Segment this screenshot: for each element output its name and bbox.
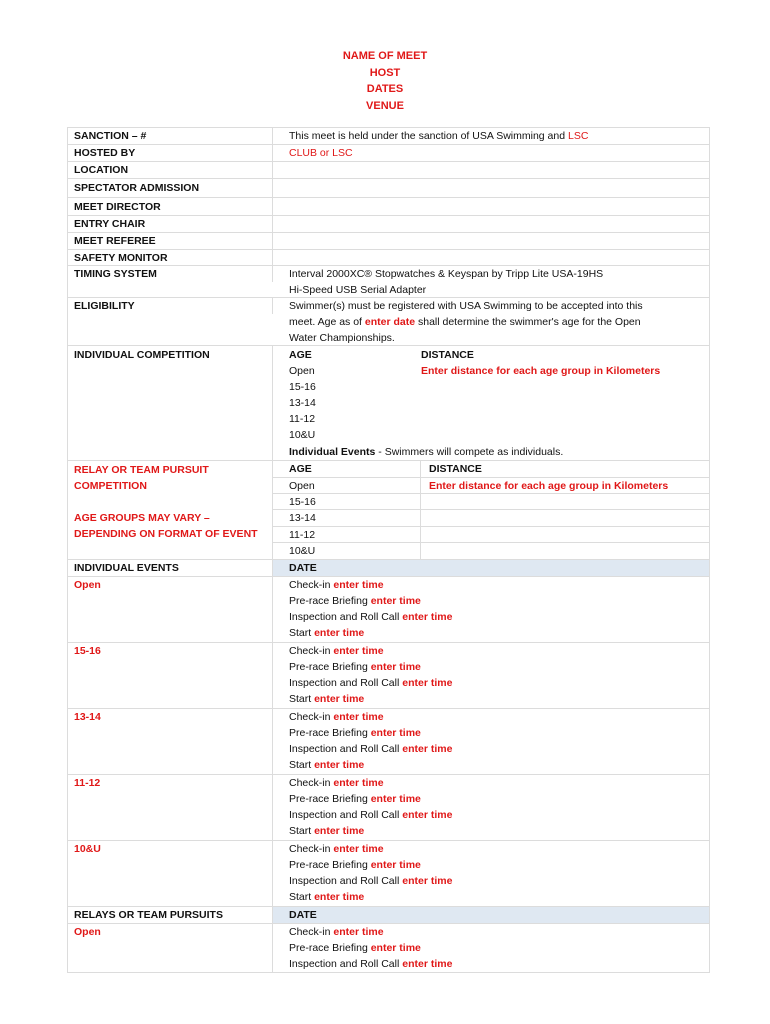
row-label-entry-chair: ENTRY CHAIR [68, 216, 273, 233]
schedule-block: Check-in enter time Pre-race Briefing enter time Inspection and Roll Call enter time Start enter time [273, 775, 710, 840]
table-row [68, 266, 710, 298]
age-header: AGE [289, 463, 312, 475]
meet-venue: VENUE [366, 99, 404, 112]
table-row [68, 179, 710, 198]
age-15-16: 15-16 [289, 496, 316, 508]
age-header: AGE [289, 349, 312, 361]
row-label-sanction: SANCTION – # [68, 128, 273, 144]
row-label-individual-competition: INDIVIDUAL COMPETITION [74, 349, 210, 361]
row-label-meet-director: MEET DIRECTOR [68, 198, 273, 216]
meet-referee-value [273, 233, 710, 249]
spectator-value [273, 179, 710, 197]
schedule-block: Check-in enter time Pre-race Briefing enter time Inspection and Roll Call enter time Start enter time [273, 643, 710, 708]
table-row [68, 577, 710, 643]
distance-prompt: Enter distance for each age group in Kilometers [421, 365, 661, 377]
schedule-block: Check-in enter time Pre-race Briefing enter time Inspection and Roll Call enter time Start enter time [273, 577, 710, 642]
row-label-spectator: SPECTATOR ADMISSION [68, 179, 273, 198]
distance-prompt: Enter distance for each age group in Kilometers [429, 480, 669, 492]
individual-competition-table [273, 346, 710, 460]
row-label-safety-monitor: SAFETY MONITOR [68, 250, 273, 266]
row-label-relay: RELAY OR TEAM PURSUIT [74, 464, 209, 476]
table-row [68, 216, 710, 233]
hosted-by-value: CLUB or LSC [273, 145, 710, 161]
group-label: Open [74, 926, 101, 938]
schedule-block: Check-in enter time Pre-race Briefing enter time Inspection and Roll Call enter time Start enter time [273, 709, 710, 774]
meet-name: NAME OF MEET [342, 50, 428, 62]
age-10-under: 10&U [289, 545, 316, 557]
meet-host: HOST [369, 66, 401, 79]
meet-header [0, 48, 770, 114]
meet-director-value [273, 198, 710, 215]
group-label: 10&U [74, 843, 101, 855]
row-label-meet-referee: MEET REFEREE [68, 233, 273, 250]
table-row [68, 162, 710, 179]
age-13-14: 13-14 [289, 512, 316, 524]
safety-monitor-value [273, 250, 710, 265]
schedule-block: Check-in enter time Pre-race Briefing enter time Inspection and Roll Call enter time Start enter time [273, 841, 710, 906]
group-label: 15-16 [74, 645, 101, 657]
individual-note: Individual Events - Swimmers will compete as individuals. [289, 446, 564, 458]
table-row [68, 128, 710, 145]
table-row [68, 298, 710, 346]
row-label-individual-events: INDIVIDUAL EVENTS [68, 560, 273, 576]
table-row: RELAY OR TEAM PURSUIT COMPETITION AGE GROUPS MAY VARY – DEPENDING ON FORMAT OF EVENT AGE DISTANCE Open Enter distance for each age group in Kilometers 15-16 13-14 11-12 10&U [68, 461, 710, 560]
row-label-timing-system: TIMING SYSTEM [68, 266, 273, 282]
enter-date-placeholder: enter date [364, 316, 416, 328]
sanction-text: This meet is held under the sanction of USA Swimming and LSC [273, 128, 710, 144]
table-row [68, 233, 710, 250]
location-value [273, 162, 710, 178]
age-10-under: 10&U [289, 429, 316, 441]
column-divider [420, 461, 421, 559]
table-row [68, 643, 710, 709]
table-row [68, 709, 710, 775]
group-label: 13-14 [74, 711, 101, 723]
table-row [68, 924, 710, 973]
group-label: Open [74, 579, 101, 591]
distance-header: DISTANCE [429, 463, 482, 475]
date-header: DATE [273, 907, 710, 923]
meet-info-table [67, 127, 710, 973]
row-label-location: LOCATION [68, 162, 273, 178]
age-11-12: 11-12 [289, 529, 316, 541]
row-label-hosted-by: HOSTED BY [68, 145, 273, 161]
age-11-12: 11-12 [289, 413, 316, 425]
schedule-block: Check-in enter time Pre-race Briefing enter time Inspection and Roll Call enter time [273, 924, 710, 972]
row-label-relays: RELAYS OR TEAM PURSUITS [68, 907, 273, 923]
age-groups-note: AGE GROUPS MAY VARY – [74, 512, 210, 524]
table-row [68, 250, 710, 266]
meet-dates: DATES [366, 83, 404, 95]
distance-header: DISTANCE [421, 349, 474, 361]
table-row [68, 346, 710, 461]
age-open: Open [289, 365, 315, 377]
age-open: Open [289, 480, 315, 492]
row-label-eligibility: ELIGIBILITY [68, 298, 273, 314]
table-row [68, 907, 710, 924]
table-row [68, 198, 710, 216]
group-label: 11-12 [74, 777, 101, 789]
age-15-16: 15-16 [289, 381, 316, 393]
age-13-14: 13-14 [289, 397, 316, 409]
table-row [68, 145, 710, 162]
lsc-placeholder: LSC [567, 130, 589, 142]
entry-chair-value [273, 216, 710, 232]
timing-system-value: Interval 2000XC® Stopwatches & Keyspan by Tripp Lite USA-19HS Hi-Speed USB Serial Adapter [273, 266, 710, 297]
eligibility-value: Swimmer(s) must be registered with USA Swimming to be accepted into this meet. Age as of enter date shall determine the swimmer's age for the Open Water Championships. [273, 298, 710, 345]
table-row [68, 841, 710, 907]
table-row [68, 775, 710, 841]
relay-competition-table [273, 461, 710, 559]
date-header: DATE [273, 560, 710, 576]
table-row [68, 560, 710, 577]
